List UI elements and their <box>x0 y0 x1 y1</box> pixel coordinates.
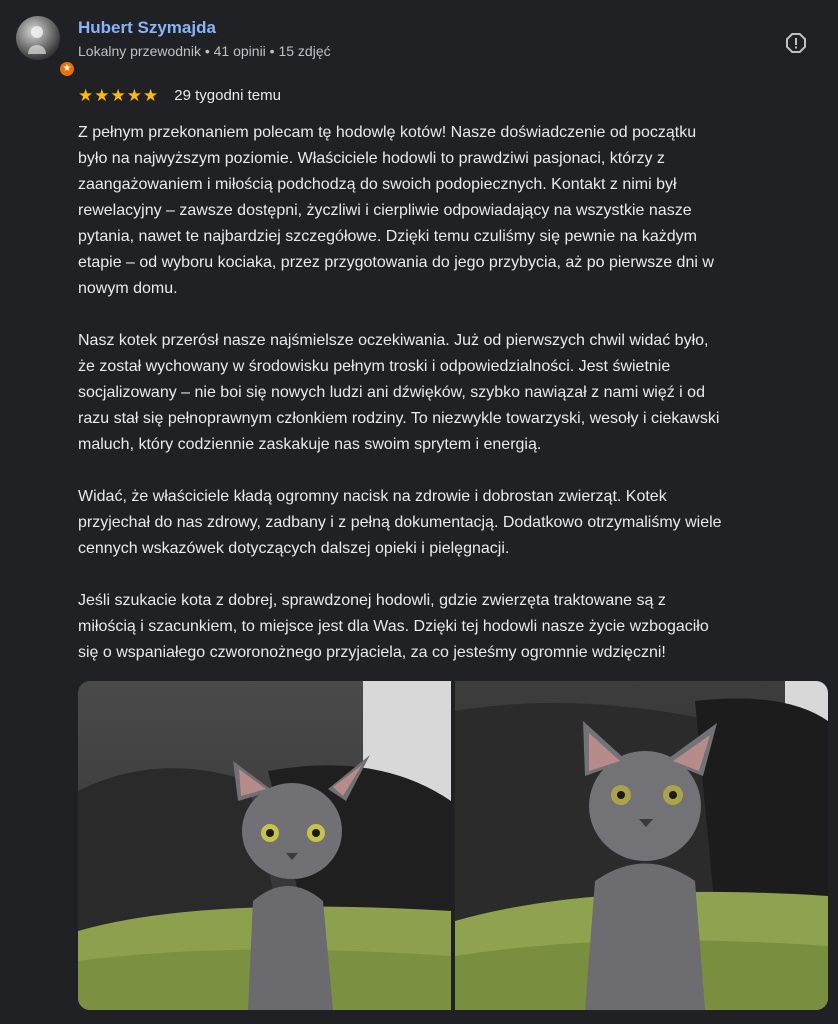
star-rating <box>78 87 158 104</box>
review-photo-2[interactable] <box>455 681 828 1010</box>
rating-row <box>78 85 281 105</box>
star-icon: ★ <box>78 85 94 105</box>
star-icon: ★ <box>126 85 142 105</box>
review-date: 29 tygodni temu <box>174 86 281 104</box>
review-photo-1[interactable] <box>78 681 451 1010</box>
review-text <box>78 120 826 692</box>
star-icon: ★ <box>143 85 159 105</box>
review-photos <box>78 681 828 1010</box>
report-button[interactable] <box>784 31 808 55</box>
author-avatar[interactable] <box>16 16 72 74</box>
star-icon: ★ <box>110 85 126 105</box>
avatar-person-icon <box>26 24 48 54</box>
author-name[interactable]: Hubert Szymajda <box>78 18 216 37</box>
review-paragraph: Jeśli szukacie kota z dobrej, sprawdzonej hodowli, gdzie zwierzęta traktowane są z miłością i szacunkiem, to miejsce jest dla Was. Dzięki tej hodowli nasze życie wzbogaciło się o wspaniałego czworonożnego przyjaciela, za co jesteśmy ogromnie wdzięczni! <box>78 592 709 661</box>
report-icon <box>784 31 808 55</box>
local-guide-star-icon: ★ <box>58 60 76 78</box>
cat-photo-icon <box>78 681 451 1010</box>
review-paragraph: Z pełnym przekonaniem polecam tę hodowlę kotów! Nasze doświadczenie od początku było na najwyższym poziomie. Właściciele hodowli to prawdziwi pasjonaci, którzy z zaangażowaniem i miłością podchodzą do swoich podopiecznych. Kontakt z nimi był rewelacyjny – zawsze dostępni, życzliwi i cierpliwie odpowiadający na wszystkie nasze pytania, nawet te najbardziej szczegółowe. Dzięki temu czuliśmy się pewnie na każdym etapie – od wyboru kociaka, przez przygotowania do jego przybycia, aż po pierwsze dni w nowym domu. <box>78 124 714 297</box>
star-icon: ★ <box>94 85 110 105</box>
cat-photo-icon <box>455 681 828 1010</box>
review-paragraph: Widać, że właściciele kładą ogromny nacisk na zdrowie i dobrostan zwierząt. Kotek przyjechał do nas zdrowy, zadbany i z pełną dokumentacją. Dodatkowo otrzymaliśmy wiele cennych wskazówek dotyczących dalszej opieki i pielęgnacji. <box>78 488 722 557</box>
author-meta: Lokalny przewodnik • 41 opinii • 15 zdjęć <box>78 43 331 59</box>
review-paragraph: Nasz kotek przerósł nasze najśmielsze oczekiwania. Już od pierwszych chwil widać było, że został wychowany w środowisku pełnym troski i odpowiedzialności. Jest świetnie socjalizowany – nie boi się nowych ludzi ani dźwięków, szybko nawiązał z nami więź i od razu stał się pełnoprawnym członkiem rodziny. To niezwykle towarzyski, wesoły i ciekawski maluch, który codziennie zaskakuje nas swoim sprytem i energią. <box>78 332 720 453</box>
